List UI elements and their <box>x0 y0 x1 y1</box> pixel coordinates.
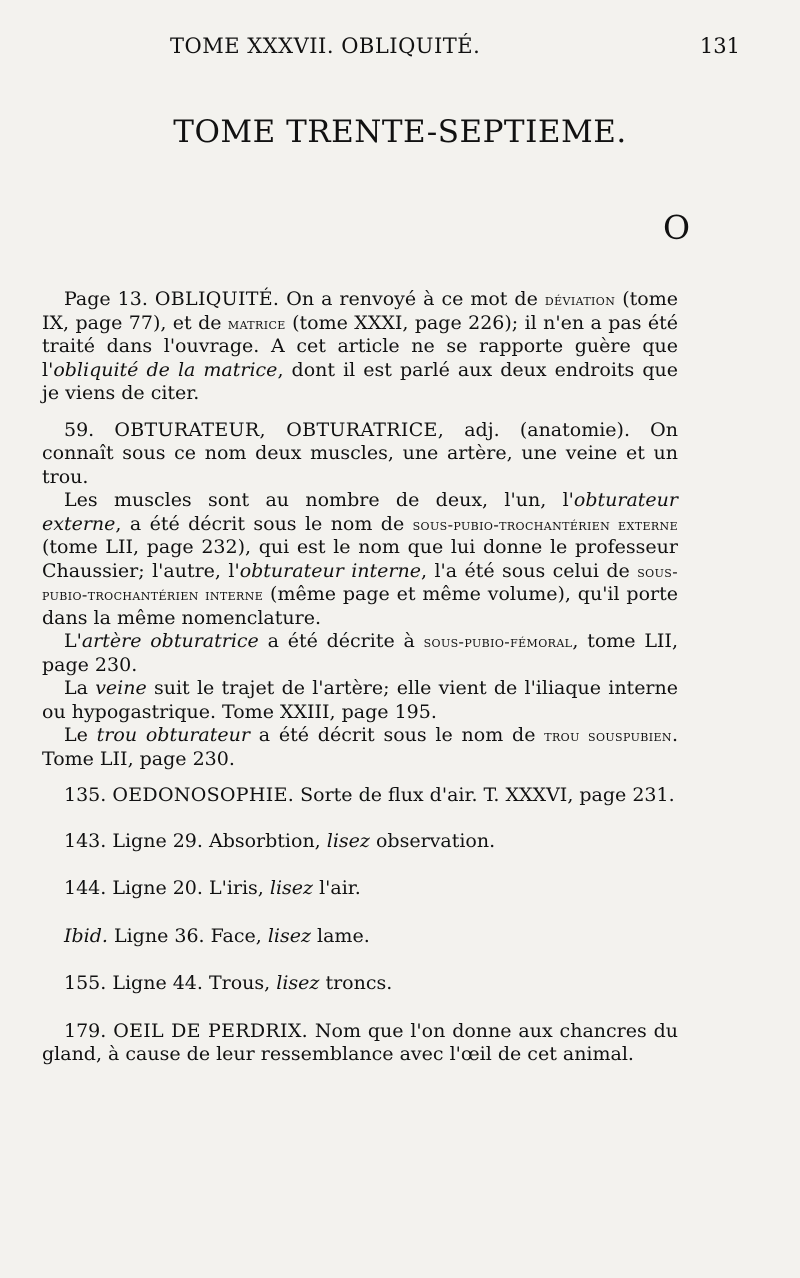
entry-text: troncs. <box>319 972 393 994</box>
entry-italic: lisez <box>267 924 311 947</box>
entry-text: a été décrite à <box>258 630 424 652</box>
entry-text: 155. Ligne 44. Trous, <box>64 972 277 994</box>
entry-text: La <box>64 677 96 699</box>
entry-italic: lisez <box>269 877 314 899</box>
spacer <box>42 808 678 830</box>
spacer <box>42 406 678 419</box>
entry-text: Les muscles sont au nombre de deux, l'un, l' <box>64 489 574 511</box>
paragraph-veine <box>42 677 678 724</box>
entry-headword: OEIL DE PERDRIX. <box>113 1019 308 1042</box>
cross-reference: sous-pubio-trochantérien externe <box>412 514 679 534</box>
entry-text: Nom que l'on donne aux chancres du gland, à cause de leur ressemblance avec l'œil de cet animal. <box>42 1019 678 1065</box>
entry-text: , dont il est parlé aux deux endroits que je viens de citer. <box>42 358 678 404</box>
cross-reference: sous-pubio-trochantérien interne <box>42 561 679 604</box>
entry-text: (tome XXXI, page 226); il n'en a pas été traité dans l'ouvrage. A cet article ne se rapporte guère que l' <box>42 311 678 381</box>
entry-headword: OBLIQUITÉ. <box>154 288 280 310</box>
entry-italic: obturateur externe <box>42 489 678 535</box>
cross-reference: trou souspubien <box>544 726 672 745</box>
entry-ref: 59. <box>64 418 95 441</box>
running-head-title: TOME XXXVII. OBLIQUITÉ. <box>170 34 481 58</box>
cross-reference: déviation <box>544 290 616 309</box>
entry-text: Sorte de flux d'air. T. XXXVI, page 231. <box>294 784 675 806</box>
entry-italic: trou obturateur <box>96 724 250 746</box>
spacer <box>42 948 678 972</box>
paragraph-muscles <box>42 489 678 630</box>
entry-text: l'air. <box>313 877 361 899</box>
entry-oedonosophie <box>42 784 678 808</box>
entry-text: a été décrit sous le nom de <box>249 724 545 746</box>
spacer <box>42 771 678 784</box>
entry-ref: 179. <box>64 1019 107 1042</box>
entry-text: , tome LII, page 230. <box>42 630 678 676</box>
entry-italic: lisez <box>326 829 370 852</box>
entry-italic: obturateur interne <box>239 559 421 582</box>
cross-reference: sous-pubio-fémoral <box>423 632 573 651</box>
spacer <box>42 901 678 925</box>
entry-italic: Ibid. <box>64 924 108 947</box>
entry-text: lame. <box>310 924 370 947</box>
entry-ref: 135. <box>64 784 107 806</box>
entry-text: 143. Ligne 29. Absorbtion, <box>64 829 327 852</box>
entry-text: suit le trajet de l'artère; elle vient de l'iliaque interne ou hypogastrique. Tome XXIII, page 195. <box>42 677 678 723</box>
entry-headword: OBTURATEUR, OBTURATRICE, <box>114 418 445 441</box>
entry-italic: lisez <box>276 972 320 994</box>
entry-text: , a été décrit sous le nom de <box>115 512 413 535</box>
spacer <box>42 996 678 1020</box>
entry-text: (même page et même volume), qu'il porte dans la même nomenclature. <box>42 583 678 629</box>
entry-ref: Page 13. <box>64 288 148 310</box>
entry-obliquite <box>42 288 678 406</box>
erratum-143 <box>42 830 678 854</box>
entry-oeil-de-perdrix <box>42 1020 678 1067</box>
erratum-144 <box>42 877 678 901</box>
entries-body <box>42 288 678 1067</box>
spacer <box>42 853 678 877</box>
page-title: TOME TRENTE-SEPTIEME. <box>173 114 627 150</box>
entry-text: On a renvoyé à ce mot de <box>279 288 545 310</box>
entry-headword: OEDONOSOPHIE. <box>112 784 295 806</box>
cross-reference: matrice <box>227 313 286 333</box>
paragraph-artere <box>42 630 678 677</box>
entry-text: observation. <box>369 829 496 852</box>
entry-text: Ligne 36. Face, <box>107 924 268 947</box>
entry-italic: veine <box>95 677 147 699</box>
section-letter: O <box>662 208 690 247</box>
entry-text: , l'a été sous celui de <box>420 559 638 582</box>
entry-italic: obliquité de la matrice <box>53 358 278 381</box>
entry-text: 144. Ligne 20. L'iris, <box>64 877 270 899</box>
running-head <box>60 34 760 64</box>
page-number: 131 <box>699 34 740 58</box>
entry-text: . Tome LII, page 230. <box>42 724 678 770</box>
entry-text: (tome LII, page 232), qui est le nom que lui donne le professeur Chaussier; l'autre, l' <box>42 536 678 582</box>
paragraph-trou <box>42 724 678 771</box>
entry-text: Le <box>64 724 97 746</box>
erratum-155 <box>42 972 678 996</box>
entry-text: (tome IX, page 77), et de <box>42 288 679 334</box>
erratum-ibid <box>42 925 678 949</box>
entry-text: adj. (anatomie). On connaît sous ce nom deux muscles, une artère, une veine et un trou. <box>42 418 678 488</box>
entry-text: L' <box>64 630 82 652</box>
entry-obturateur <box>42 419 678 490</box>
entry-italic: artère obturatrice <box>81 630 259 652</box>
